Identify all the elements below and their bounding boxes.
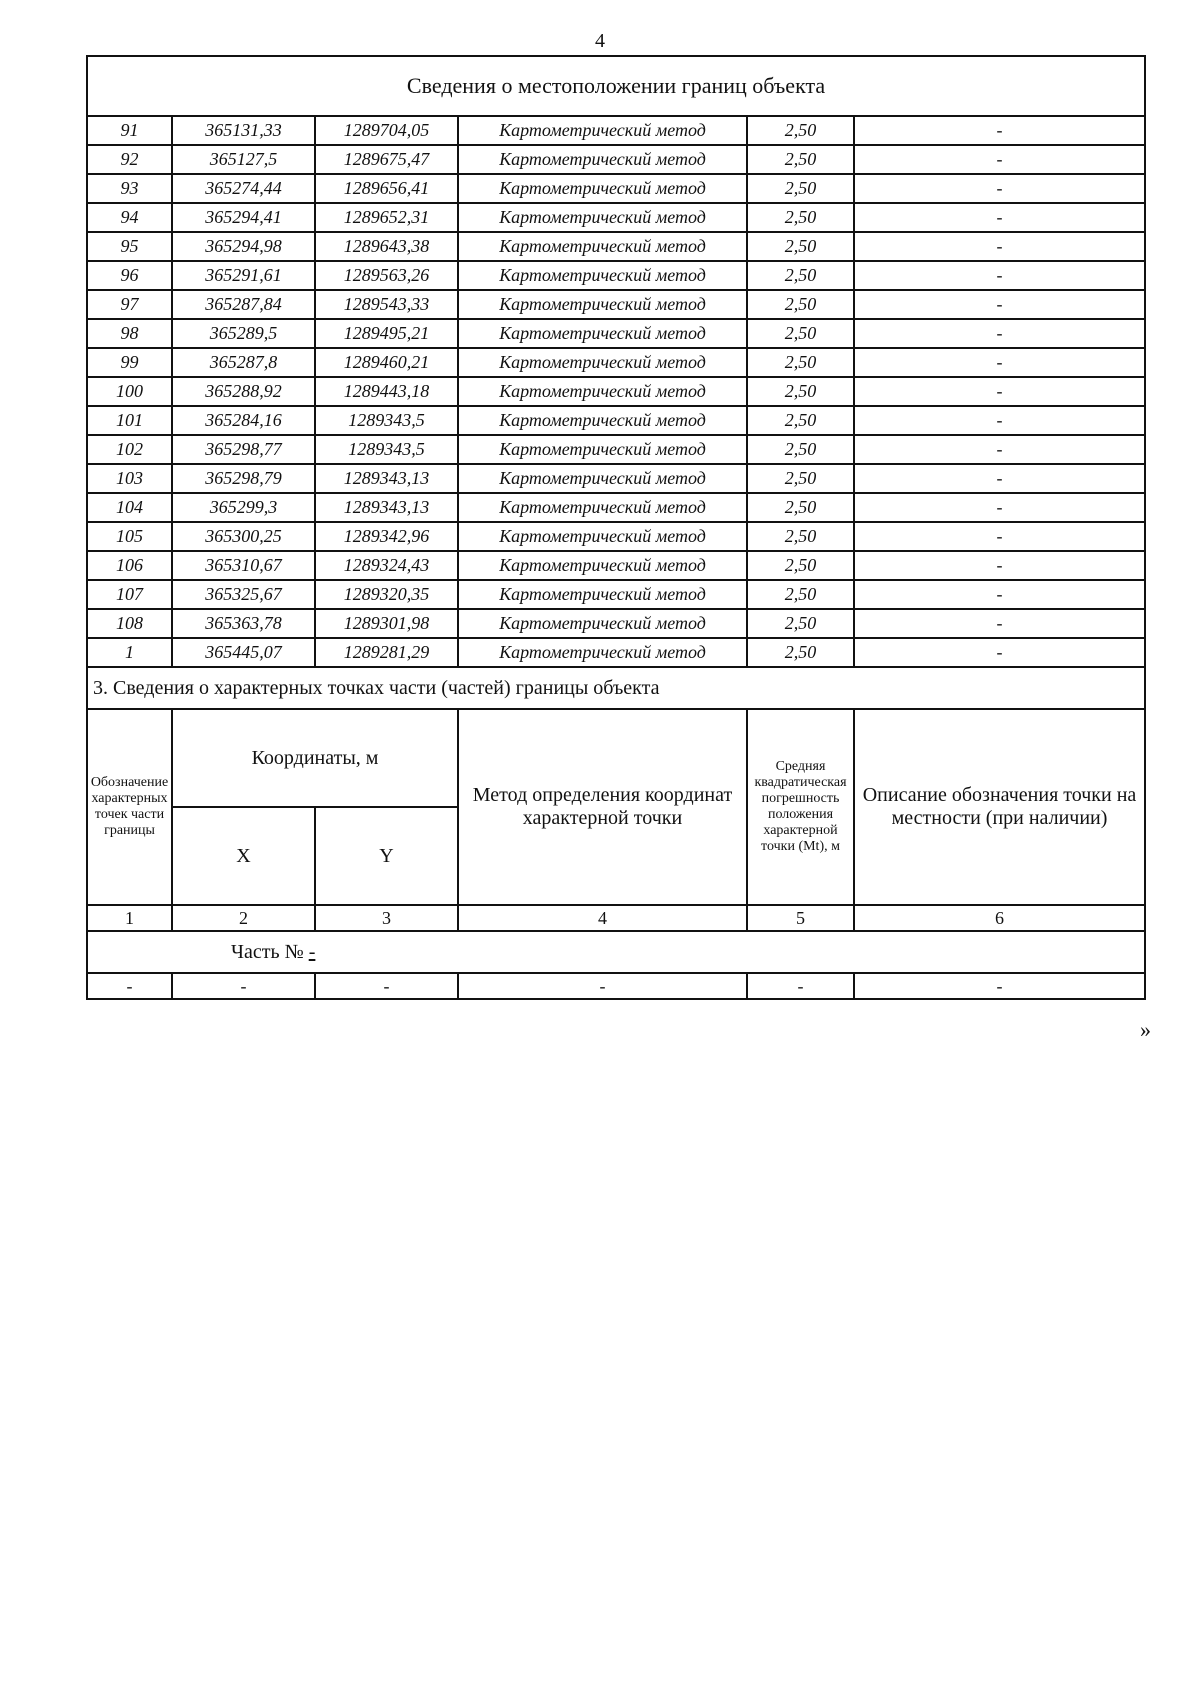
coord-y: 1289652,31 — [315, 203, 458, 232]
coord-x: 365291,61 — [172, 261, 315, 290]
description: - — [854, 493, 1145, 522]
mean-error: 2,50 — [747, 116, 854, 145]
coord-x: 365288,92 — [172, 377, 315, 406]
col-number: 6 — [854, 905, 1145, 931]
table-row — [87, 290, 1145, 319]
part-row — [87, 931, 1145, 973]
table-title-row — [87, 56, 1145, 116]
method: Картометрический метод — [458, 232, 747, 261]
coord-y: 1289343,5 — [315, 406, 458, 435]
coord-x: 365284,16 — [172, 406, 315, 435]
coord-x: 365298,79 — [172, 464, 315, 493]
col-number: 2 — [172, 905, 315, 931]
description: - — [854, 145, 1145, 174]
method: Картометрический метод — [458, 464, 747, 493]
coord-x: 365445,07 — [172, 638, 315, 667]
description: - — [854, 522, 1145, 551]
empty-cell: - — [87, 973, 172, 999]
coord-y: 1289495,21 — [315, 319, 458, 348]
mean-error: 2,50 — [747, 406, 854, 435]
col-number: 4 — [458, 905, 747, 931]
coord-x: 365131,33 — [172, 116, 315, 145]
description: - — [854, 116, 1145, 145]
point-number: 95 — [87, 232, 172, 261]
description: - — [854, 551, 1145, 580]
description: - — [854, 406, 1145, 435]
point-number: 103 — [87, 464, 172, 493]
description: - — [854, 290, 1145, 319]
coord-x: 365299,3 — [172, 493, 315, 522]
table-row — [87, 580, 1145, 609]
header-y: Y — [315, 807, 458, 905]
coord-y: 1289643,38 — [315, 232, 458, 261]
section3-title-row — [87, 667, 1145, 709]
table-row — [87, 551, 1145, 580]
coord-x: 365274,44 — [172, 174, 315, 203]
method: Картометрический метод — [458, 406, 747, 435]
point-number: 94 — [87, 203, 172, 232]
method: Картометрический метод — [458, 319, 747, 348]
point-number: 92 — [87, 145, 172, 174]
point-number: 97 — [87, 290, 172, 319]
table-row — [87, 174, 1145, 203]
closing-quote: » — [1140, 1017, 1151, 1042]
empty-cell: - — [854, 973, 1145, 999]
section3-header-row — [87, 709, 1145, 807]
table-row — [87, 348, 1145, 377]
point-number: 1 — [87, 638, 172, 667]
method: Картометрический метод — [458, 522, 747, 551]
point-number: 107 — [87, 580, 172, 609]
mean-error: 2,50 — [747, 609, 854, 638]
point-number: 102 — [87, 435, 172, 464]
method: Картометрический метод — [458, 435, 747, 464]
mean-error: 2,50 — [747, 580, 854, 609]
method: Картометрический метод — [458, 203, 747, 232]
header-mean-error: Средняя квадратическая погрешность положения характерной точки (Mt), м — [747, 709, 854, 905]
method: Картометрический метод — [458, 377, 747, 406]
coord-y: 1289656,41 — [315, 174, 458, 203]
coord-x: 365363,78 — [172, 609, 315, 638]
empty-cell: - — [172, 973, 315, 999]
method: Картометрический метод — [458, 145, 747, 174]
mean-error: 2,50 — [747, 145, 854, 174]
point-number: 106 — [87, 551, 172, 580]
mean-error: 2,50 — [747, 638, 854, 667]
point-number: 99 — [87, 348, 172, 377]
description: - — [854, 261, 1145, 290]
mean-error: 2,50 — [747, 232, 854, 261]
part-number: - — [308, 940, 316, 963]
col-number: 1 — [87, 905, 172, 931]
mean-error: 2,50 — [747, 551, 854, 580]
point-number: 100 — [87, 377, 172, 406]
mean-error: 2,50 — [747, 174, 854, 203]
col-number: 5 — [747, 905, 854, 931]
coord-y: 1289543,33 — [315, 290, 458, 319]
page-number: 4 — [595, 30, 605, 52]
empty-cell: - — [747, 973, 854, 999]
coord-y: 1289460,21 — [315, 348, 458, 377]
table-row — [87, 145, 1145, 174]
column-number-row — [87, 905, 1145, 931]
point-number: 105 — [87, 522, 172, 551]
point-number: 96 — [87, 261, 172, 290]
table-row — [87, 638, 1145, 667]
method: Картометрический метод — [458, 174, 747, 203]
col-number: 3 — [315, 905, 458, 931]
mean-error: 2,50 — [747, 464, 854, 493]
boundary-table — [86, 55, 1146, 1000]
coord-y: 1289320,35 — [315, 580, 458, 609]
method: Картометрический метод — [458, 290, 747, 319]
part-cell — [87, 931, 1145, 973]
coord-y: 1289704,05 — [315, 116, 458, 145]
description: - — [854, 203, 1145, 232]
coord-y: 1289342,96 — [315, 522, 458, 551]
method: Картометрический метод — [458, 580, 747, 609]
method: Картометрический метод — [458, 609, 747, 638]
method: Картометрический метод — [458, 261, 747, 290]
header-description: Описание обозначения точки на местности (при наличии) — [854, 709, 1145, 905]
coord-x: 365294,98 — [172, 232, 315, 261]
point-number: 104 — [87, 493, 172, 522]
mean-error: 2,50 — [747, 261, 854, 290]
table-row — [87, 522, 1145, 551]
table-row — [87, 261, 1145, 290]
table-row — [87, 406, 1145, 435]
header-point-designation: Обозначение характерных точек части границы — [87, 709, 172, 905]
section3-title: 3. Сведения о характерных точках части (частей) границы объекта — [87, 667, 1145, 709]
point-number: 98 — [87, 319, 172, 348]
coord-x: 365287,8 — [172, 348, 315, 377]
coord-x: 365300,25 — [172, 522, 315, 551]
coord-x: 365325,67 — [172, 580, 315, 609]
point-number: 101 — [87, 406, 172, 435]
header-x: X — [172, 807, 315, 905]
coord-y: 1289281,29 — [315, 638, 458, 667]
description: - — [854, 319, 1145, 348]
table-row — [87, 377, 1145, 406]
description: - — [854, 609, 1145, 638]
table-row — [87, 493, 1145, 522]
coord-y: 1289563,26 — [315, 261, 458, 290]
empty-data-row — [87, 973, 1145, 999]
part-label: Часть № — [231, 940, 304, 963]
mean-error: 2,50 — [747, 319, 854, 348]
method: Картометрический метод — [458, 116, 747, 145]
coord-y: 1289443,18 — [315, 377, 458, 406]
table-row — [87, 116, 1145, 145]
mean-error: 2,50 — [747, 493, 854, 522]
description: - — [854, 580, 1145, 609]
mean-error: 2,50 — [747, 348, 854, 377]
coord-x: 365294,41 — [172, 203, 315, 232]
header-method: Метод определения координат характерной точки — [458, 709, 747, 905]
point-number: 91 — [87, 116, 172, 145]
coord-y: 1289343,5 — [315, 435, 458, 464]
coord-x: 365298,77 — [172, 435, 315, 464]
coord-x: 365310,67 — [172, 551, 315, 580]
table-row — [87, 435, 1145, 464]
header-coordinates: Координаты, м — [172, 709, 458, 807]
coord-y: 1289324,43 — [315, 551, 458, 580]
method: Картометрический метод — [458, 493, 747, 522]
coord-x: 365289,5 — [172, 319, 315, 348]
coord-y: 1289343,13 — [315, 493, 458, 522]
method: Картометрический метод — [458, 551, 747, 580]
method: Картометрический метод — [458, 638, 747, 667]
empty-cell: - — [315, 973, 458, 999]
description: - — [854, 377, 1145, 406]
empty-cell: - — [458, 973, 747, 999]
point-number: 108 — [87, 609, 172, 638]
coord-x: 365287,84 — [172, 290, 315, 319]
mean-error: 2,50 — [747, 522, 854, 551]
point-number: 93 — [87, 174, 172, 203]
mean-error: 2,50 — [747, 377, 854, 406]
coord-x: 365127,5 — [172, 145, 315, 174]
table-row — [87, 203, 1145, 232]
table-row — [87, 464, 1145, 493]
coord-y: 1289301,98 — [315, 609, 458, 638]
table-title: Сведения о местоположении границ объекта — [87, 56, 1145, 116]
table-row — [87, 232, 1145, 261]
method: Картометрический метод — [458, 348, 747, 377]
table-row — [87, 609, 1145, 638]
mean-error: 2,50 — [747, 290, 854, 319]
description: - — [854, 232, 1145, 261]
description: - — [854, 638, 1145, 667]
description: - — [854, 348, 1145, 377]
description: - — [854, 464, 1145, 493]
mean-error: 2,50 — [747, 435, 854, 464]
table-row — [87, 319, 1145, 348]
description: - — [854, 435, 1145, 464]
mean-error: 2,50 — [747, 203, 854, 232]
description: - — [854, 174, 1145, 203]
coord-y: 1289343,13 — [315, 464, 458, 493]
coord-y: 1289675,47 — [315, 145, 458, 174]
